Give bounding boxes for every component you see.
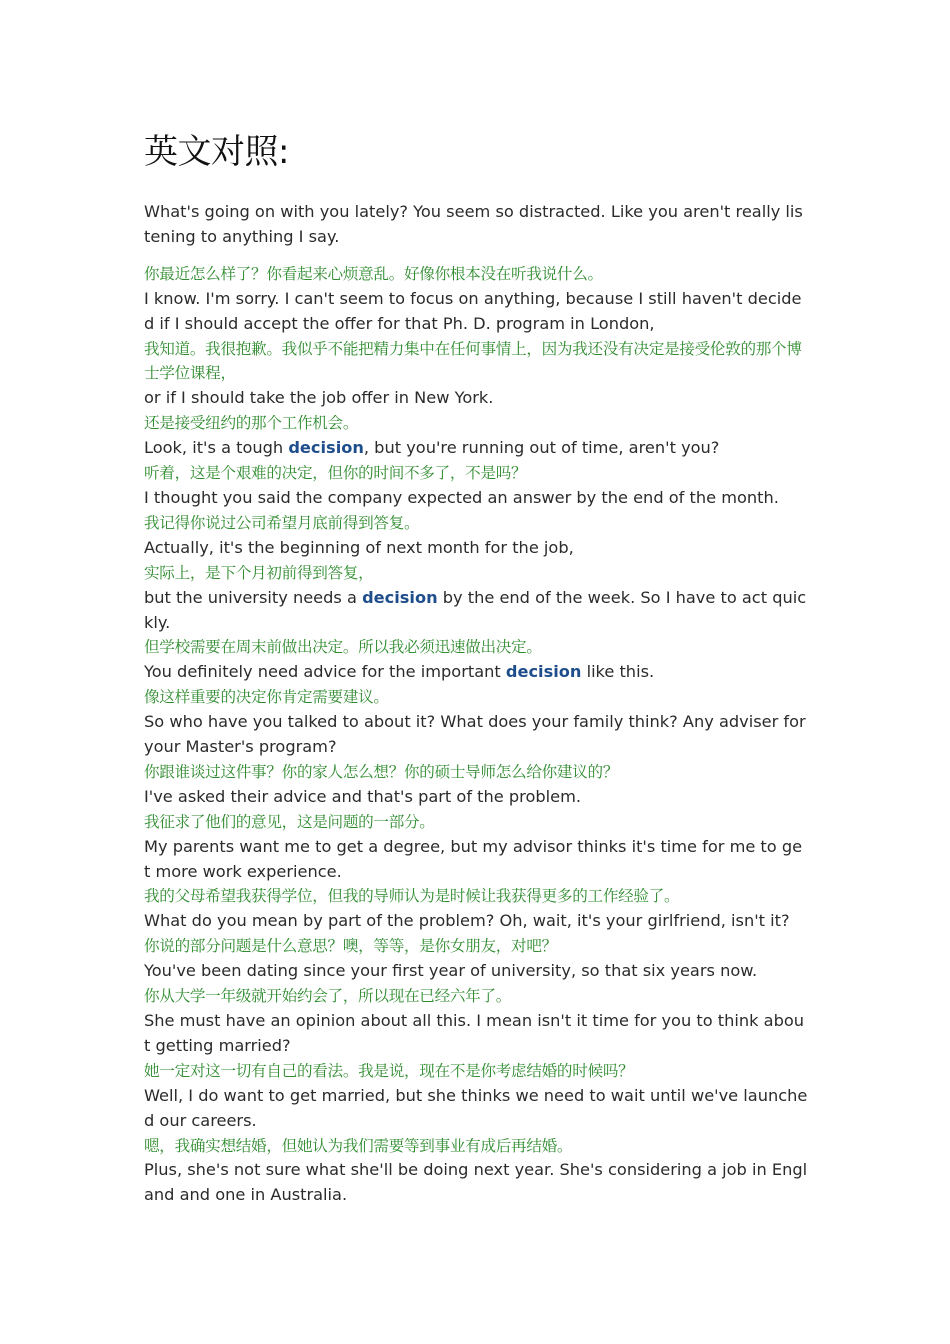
line-text: 听着，这是个艰难的决定，但你的时间不多了，不是吗？ — [144, 464, 527, 483]
line-text: What's going on with you lately? You seem so distracted. Like you aren't really listening to anything I say. — [144, 202, 803, 246]
line-text: or if I should take the job offer in New York. — [144, 388, 494, 408]
line-text: 你说的部分问题是什么意思？噢，等等，是你女朋友，对吧？ — [144, 937, 557, 956]
english-line — [144, 710, 808, 760]
line-text: Actually, it's the beginning of next month for the job, — [144, 537, 574, 557]
line-text: 像这样重要的决定你肯定需要建议。 — [144, 688, 389, 707]
line-text: 你跟谁谈过这件事？你的家人怎么想？你的硕士导师怎么给你建议的？ — [144, 762, 619, 781]
line-text: Well, I do want to get married, but she thinks we need to wait until we've launched our careers. — [144, 1085, 808, 1130]
line-text: What do you mean by part of the problem? Oh, wait, it's your girlfriend, isn't it? — [144, 911, 790, 931]
line-text: , but you're running out of time, aren't you? — [363, 438, 720, 458]
chinese-line — [144, 685, 808, 710]
chinese-line — [144, 1059, 808, 1084]
english-line — [144, 835, 808, 885]
line-text: 我征求了他们的意见，这是问题的一部分。 — [144, 812, 435, 831]
english-line — [144, 1009, 808, 1059]
line-text: 你从大学一年级就开始约会了，所以现在已经六年了。 — [144, 987, 512, 1006]
line-text: 我的父母希望我获得学位，但我的导师认为是时候让我获得更多的工作经验了。 — [144, 887, 680, 906]
line-text: I thought you said the company expected an answer by the end of the month. — [144, 487, 779, 507]
chinese-line — [144, 934, 808, 959]
line-text: You've been dating since your first year of university, so that six years now. — [144, 961, 758, 981]
chinese-line — [144, 760, 808, 785]
english-line — [144, 660, 808, 685]
document-page — [144, 128, 808, 1208]
line-text: but the university needs a — [144, 587, 363, 607]
chinese-line — [144, 561, 808, 586]
chinese-line — [144, 884, 808, 909]
line-text: 我知道。我很抱歉。我似乎不能把精力集中在任何事情上，因为我还没有决定是接受伦敦的那个博士学位课程， — [144, 339, 802, 383]
keyword-highlight: decision — [505, 662, 582, 682]
line-text: She must have an opinion about all this. I mean isn't it time for you to think about getting married? — [144, 1011, 805, 1055]
line-text: 但学校需要在周末前做出决定。所以我必须迅速做出决定。 — [144, 638, 542, 657]
line-text: My parents want me to get a degree, but my advisor thinks it's time for me to get more work experience. — [144, 836, 803, 881]
chinese-line — [144, 262, 808, 287]
line-text: You definitely need advice for the important — [144, 662, 506, 682]
english-line — [144, 785, 808, 810]
line-text: I've asked their advice and that's part of the problem. — [144, 786, 582, 806]
english-line — [144, 959, 808, 984]
chinese-line — [144, 984, 808, 1009]
english-line — [144, 287, 808, 337]
chinese-line — [144, 411, 808, 436]
dialogue-content — [144, 200, 808, 1208]
english-line — [144, 200, 808, 250]
line-text: 还是接受纽约的那个工作机会。 — [144, 414, 359, 433]
keyword-highlight: decision — [362, 587, 438, 607]
line-text: Plus, she's not sure what she'll be doing next year. She's considering a job in England and one in Australia. — [144, 1160, 808, 1205]
chinese-line — [144, 337, 808, 387]
line-text: So who have you talked to about it? What does your family think? Any adviser for your Master's program? — [144, 712, 806, 757]
line-text: 嗯，我确实想结婚，但她认为我们需要等到事业有成后再结婚。 — [144, 1136, 573, 1155]
line-text: Look, it's a tough — [144, 438, 289, 458]
chinese-line — [144, 461, 808, 486]
english-line — [144, 1084, 808, 1134]
line-text: like this. — [581, 662, 655, 682]
chinese-line — [144, 635, 808, 660]
line-text: I know. I'm sorry. I can't seem to focus on anything, because I still haven't decided if I should accept the offer for that Ph. D. program in London, — [144, 288, 802, 333]
line-text: 她一定对这一切有自己的看法。我是说，现在不是你考虑结婚的时候吗？ — [144, 1061, 634, 1080]
english-line — [144, 486, 808, 511]
english-line — [144, 586, 808, 636]
line-text: by the end of the week. So I have to act quickly. — [144, 587, 807, 632]
keyword-highlight: decision — [288, 438, 364, 458]
line-text: 我记得你说过公司希望月底前得到答复。 — [144, 513, 420, 532]
chinese-line — [144, 511, 808, 536]
english-line — [144, 386, 808, 411]
english-line — [144, 909, 808, 934]
line-text: 实际上，是下个月初前得到答复， — [144, 563, 374, 582]
chinese-line — [144, 810, 808, 835]
chinese-line — [144, 1134, 808, 1159]
line-text: 你最近怎么样了？你看起来心烦意乱。好像你根本没在听我说什么。 — [144, 264, 603, 283]
english-line — [144, 1158, 808, 1208]
page-title: 英文对照: — [144, 132, 289, 172]
english-line — [144, 536, 808, 561]
english-line — [144, 436, 808, 461]
